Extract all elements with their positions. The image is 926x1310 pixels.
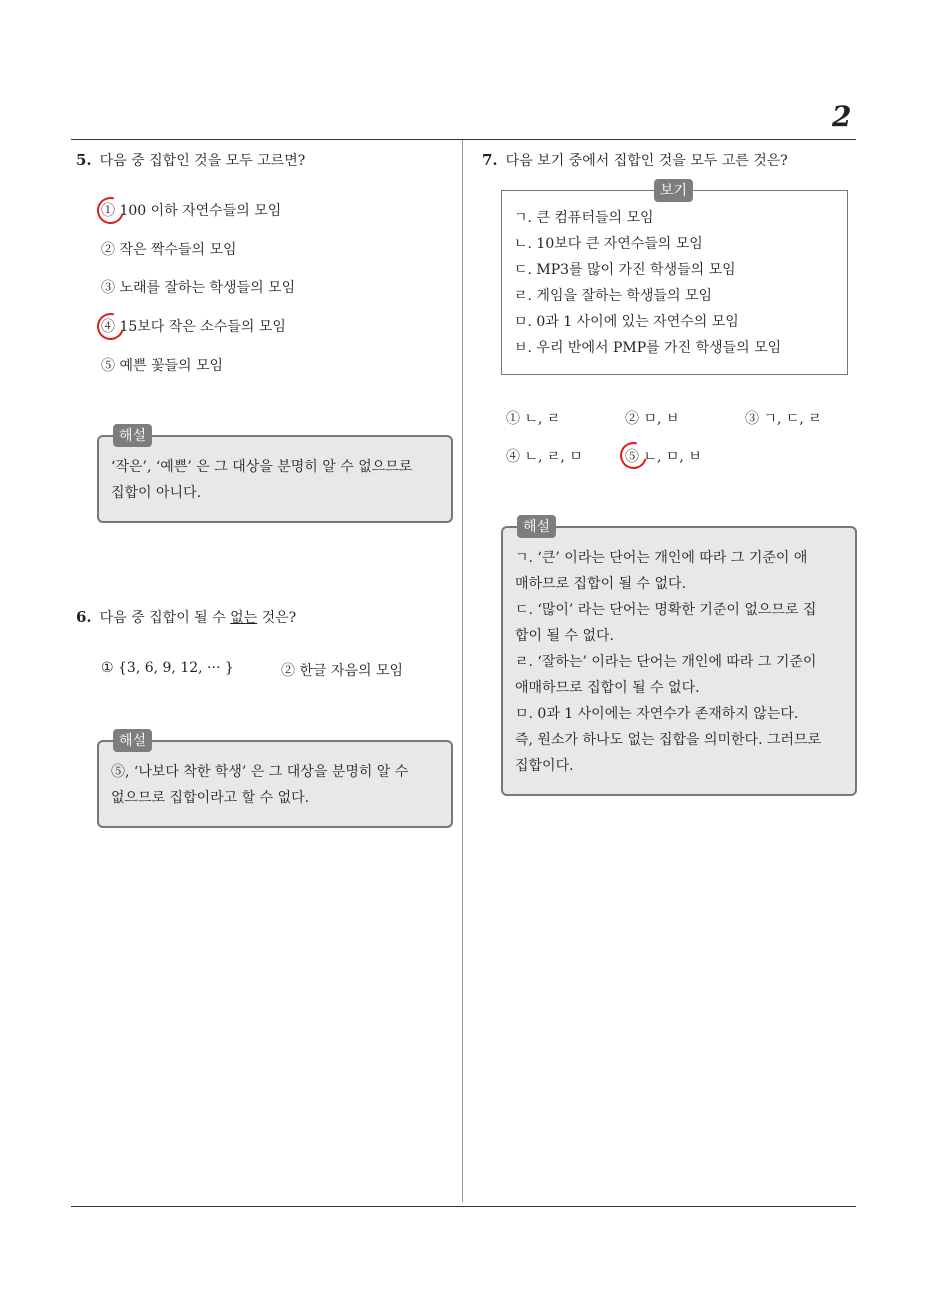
- question-6: [76, 607, 296, 627]
- question-7: [482, 150, 788, 170]
- q5-option-2[interactable]: ② 작은 짝수들의 모임: [101, 242, 237, 258]
- answer-circle-mark: [92, 308, 129, 345]
- explanation-line: 즉, 원소가 하나도 없는 집합을 의미한다. 그러므로: [515, 732, 822, 748]
- question-5: [76, 150, 305, 170]
- q6-option-1[interactable]: ① {3, 6, 9, 12, ··· }: [101, 660, 234, 676]
- bottom-rule: [71, 1206, 856, 1207]
- bogi-tag: 보기: [654, 179, 693, 202]
- answer-circle-mark: [92, 192, 129, 229]
- column-divider: [462, 140, 463, 1202]
- explanation-tag: 해설: [517, 515, 556, 538]
- q7-option-3[interactable]: ③ ㄱ, ㄷ, ㄹ: [745, 411, 822, 427]
- question-text: 다음 중 집합인 것을 모두 고르면?: [99, 153, 306, 169]
- bogi-item: ㄷ. MP3를 많이 가진 학생들의 모임: [514, 262, 736, 278]
- question-text: 다음 보기 중에서 집합인 것을 모두 고른 것은?: [505, 153, 788, 169]
- explanation-line: 집합이다.: [515, 758, 574, 774]
- q5-option-4[interactable]: ④ 15보다 작은 소수들의 모임: [101, 319, 286, 335]
- q5-option-5[interactable]: ⑤ 예쁜 꽃들의 모임: [101, 358, 224, 374]
- question-number: 7.: [482, 151, 498, 169]
- explanation-line: ㅁ. 0과 1 사이에는 자연수가 존재하지 않는다.: [515, 706, 799, 722]
- bogi-item: ㄱ. 큰 컴퓨터들의 모임: [514, 210, 654, 226]
- explanation-line: 집합이 아니다.: [111, 485, 202, 501]
- explanation-line: 합이 될 수 없다.: [515, 628, 614, 644]
- q5-option-1[interactable]: ① 100 이하 자연수들의 모임: [101, 203, 282, 219]
- explanation-line: ㄹ. ‘잘하는’ 이라는 단어는 개인에 따라 그 기준이: [515, 654, 817, 670]
- q7-option-4[interactable]: ④ ㄴ, ㄹ, ㅁ: [506, 449, 583, 465]
- question-text-underlined: 없는: [230, 610, 258, 626]
- bogi-item: ㅂ. 우리 반에서 PMP를 가진 학생들의 모임: [514, 340, 782, 356]
- q7-option-2[interactable]: ② ㅁ, ㅂ: [625, 411, 680, 427]
- q7-option-1[interactable]: ① ㄴ, ㄹ: [506, 411, 561, 427]
- bogi-item: ㅁ. 0과 1 사이에 있는 자연수의 모임: [514, 314, 739, 330]
- top-rule: [71, 139, 856, 140]
- q6-option-2[interactable]: ② 한글 자음의 모임: [281, 663, 404, 679]
- explanation-line: ‘작은’, ‘예쁜’ 은 그 대상을 분명히 알 수 없으므로: [111, 459, 413, 475]
- bogi-box: [501, 190, 848, 375]
- explanation-line: 없으므로 집합이라고 할 수 없다.: [111, 790, 310, 806]
- bogi-item: ㄴ. 10보다 큰 자연수들의 모임: [514, 236, 703, 252]
- explanation-line: ㄷ. ‘많이’ 라는 단어는 명확한 기준이 없으므로 집: [515, 602, 817, 618]
- answer-circle-mark: [615, 437, 652, 474]
- question-text: 것은?: [257, 610, 297, 626]
- explanation-tag: 해설: [113, 729, 152, 752]
- question-text: 다음 중 집합이 될 수: [99, 610, 231, 626]
- bogi-item: ㄹ. 게임을 잘하는 학생들의 모임: [514, 288, 713, 304]
- explanation-line: 매하므로 집합이 될 수 없다.: [515, 576, 687, 592]
- q7-explanation-box: [501, 526, 857, 796]
- page-number: 2: [832, 100, 852, 133]
- explanation-tag: 해설: [113, 424, 152, 447]
- question-number: 6.: [76, 608, 92, 626]
- explanation-line: ㄱ. ‘큰’ 이라는 단어는 개인에 따라 그 기준이 애: [515, 550, 808, 566]
- explanation-line: ⑤, ‘나보다 착한 학생’ 은 그 대상을 분명히 알 수: [111, 764, 409, 780]
- q5-option-3[interactable]: ③ 노래를 잘하는 학생들의 모임: [101, 280, 296, 296]
- explanation-line: 애매하므로 집합이 될 수 없다.: [515, 680, 700, 696]
- q6-explanation-box: [97, 740, 453, 828]
- question-number: 5.: [76, 151, 92, 169]
- q5-explanation-box: [97, 435, 453, 523]
- q7-option-5[interactable]: ⑤ ㄴ, ㅁ, ㅂ: [625, 449, 702, 465]
